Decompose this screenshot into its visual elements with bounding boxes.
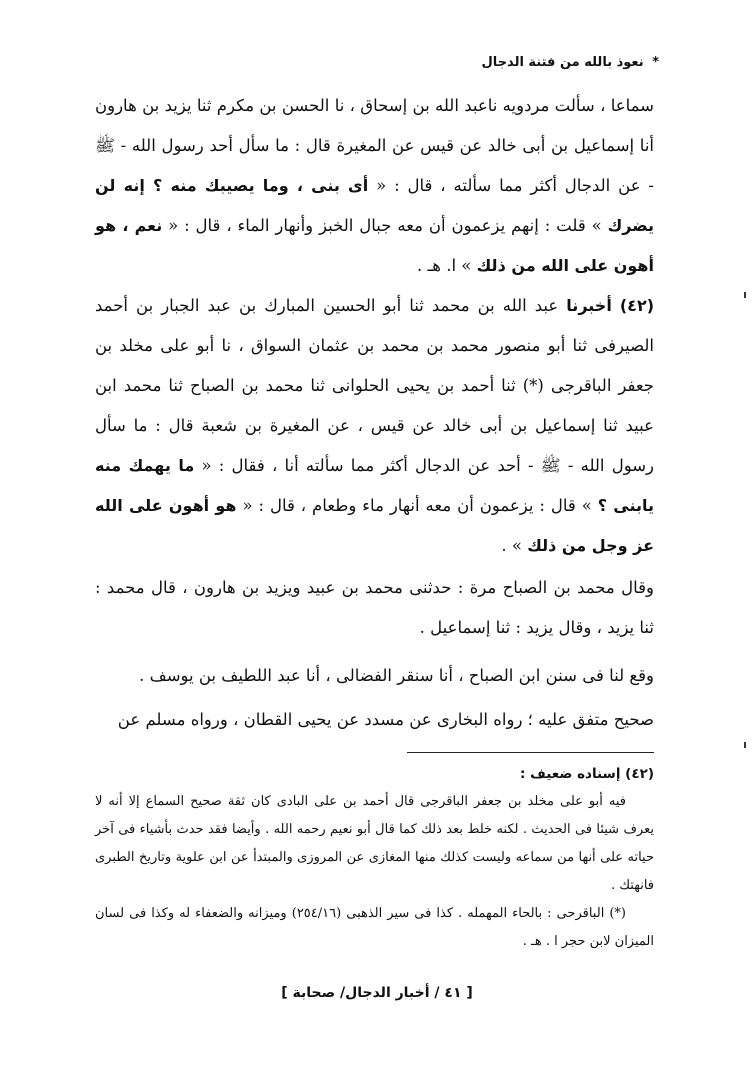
paragraph-1-text-mid: » قلت : إنهم يزعمون أن معه جبال الخبز وأنهار الماء ، قال : « <box>168 216 602 235</box>
footnotes <box>95 760 654 956</box>
paragraph-1-quote-1: أى بنى ، وما يصيبك منه ؟ إنه لن يضرك <box>95 176 654 235</box>
hadith-isnad: عبد الله بن محمد ثنا أبو الحسين المبارك بن عبد الجبار بن أحمد الصيرفى ثنا أبو منصور محمد بن محمد بن عثمان السواق ، نا أبو على مخلد بن جعفر الباقرجى (*) ثنا أحمد بن يحيى الحلوانى ثنا محمد بن الصباح ثنا محمد ابن عبيد ثنا إسماعيل بن أبى خالد عن قيس ، عن المغيرة بن شعبة قال : ما سأل رسول الله - ﷺ - أحد عن الدجال أكثر مما سألته أنا ، فقال : « <box>95 296 655 475</box>
footnote-body: فيه أبو على مخلد بن جعفر الباقرجى قال أحمد بن على البادى كان ثقة صحيح السماع إلا أنه لا يعرف شيئا فى الحديث . لكنه خلط بعد ذلك كما قال أبو نعيم رحمه الله . وأيضا فقد حدث بأشياء فى آخر حياته على أنها من سماعه وليست كذلك منها المغازى عن المروزى والمبتدأ عن ابن علوية وتاريخ الطبرى فانهتك . <box>95 794 654 893</box>
edge-mark <box>744 292 746 298</box>
hadith-number: (٤٢) <box>619 296 655 315</box>
paragraph-3-text: وقال محمد بن الصباح مرة : حدثنى محمد بن عبيد ويزيد بن هارون ، قال محمد : ثنا يزيد ، وقال يزيد : ثنا إسماعيل . <box>95 578 654 637</box>
paragraph-1 <box>95 86 654 286</box>
running-header <box>482 55 659 70</box>
hadith-text-end: » . <box>501 536 522 555</box>
header-title: نعوذ بالله من فتنة الدجال <box>481 55 644 70</box>
page-footer: [ ٤١ / أخبار الدجال/ صحابة ] <box>281 985 473 1001</box>
hadith-text-mid: » قال : يزعمون أن معه أنهار ماء وطعام ، قال : « <box>242 496 592 515</box>
paragraph-1-quote-2: نعم ، هو أهون على الله من ذلك <box>95 216 654 275</box>
hadith-quote-1: ما يهمك منه يابنى ؟ <box>95 456 655 515</box>
header-marker: * <box>652 55 659 70</box>
paragraph-5-text: صحيح متفق عليه ؛ رواه البخارى عن مسدد عن يحيى القطان ، ورواه مسلم عن <box>117 710 654 729</box>
paragraph-4 <box>95 656 654 696</box>
paragraph-3 <box>95 568 654 648</box>
hadith-quote-2: هو أهون على الله عز وجل من ذلك <box>95 496 654 555</box>
footnote-divider <box>407 752 654 753</box>
footnote-title: (٤٢) إسناده ضعيف : <box>520 766 654 782</box>
paragraph-4-text: وقع لنا فى سنن ابن الصباح ، أنا سنقر الفضالى ، أنا عبد اللطيف بن يوسف . <box>139 666 654 685</box>
hadith-42 <box>95 286 654 566</box>
paragraph-1-text: سماعا ، سألت مردويه ناعبد الله بن إسحاق ، نا الحسن بن مكرم ثنا يزيد بن هارون أنا إسماعيل بن أبى خالد عن قيس عن المغيرة قال : ما سأل أحد رسول الله - ﷺ - عن الدجال أكثر مما سألته ، قال : « <box>95 96 655 195</box>
footnote-star-note: (*) الباقرحى : بالحاء المهمله . كذا فى سير الذهبى (٢٥٤/١٦) وميزانه والضعفاء له وكذا فى لسان الميزان لابن حجر ا . هـ . <box>95 906 654 949</box>
paragraph-1-text-end: » ا. هـ . <box>416 256 472 275</box>
edge-mark <box>744 742 746 748</box>
hadith-opening: أخبرنا <box>566 296 612 315</box>
paragraph-5 <box>95 700 654 740</box>
